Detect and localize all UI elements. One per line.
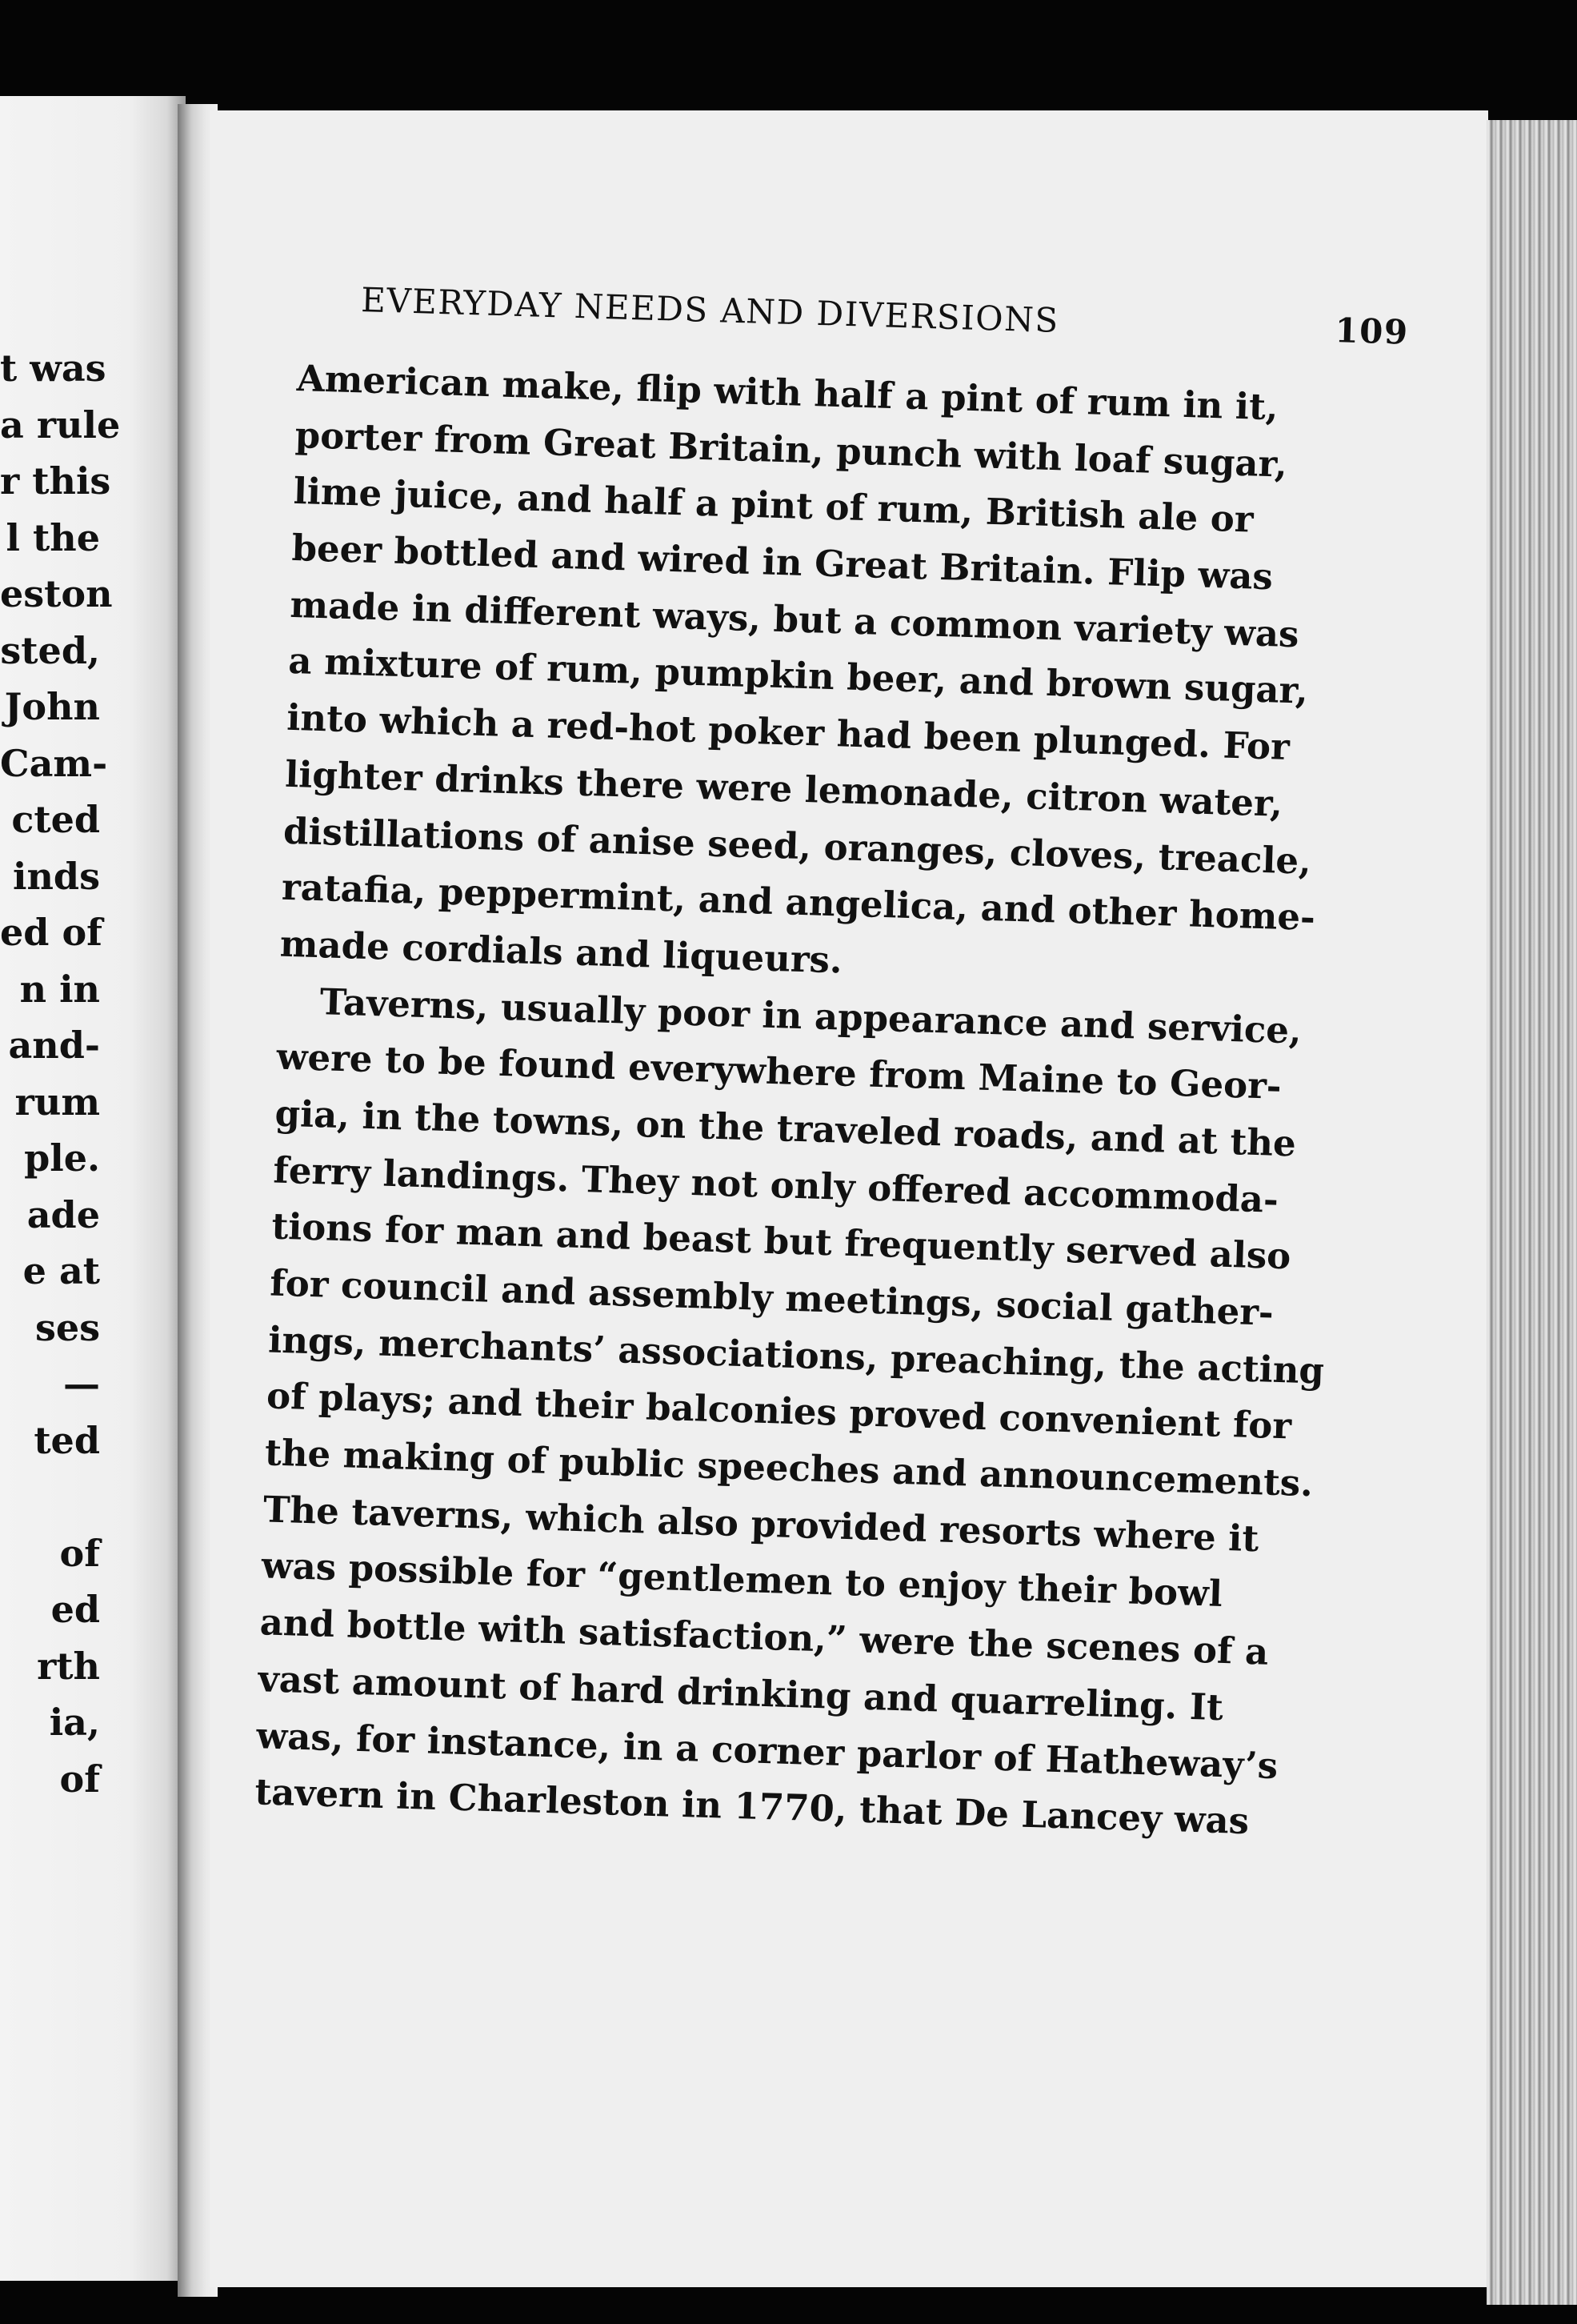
left-line: — (63, 1362, 100, 1405)
left-line: ses (34, 1305, 100, 1349)
left-line: ed of (0, 911, 102, 954)
text-line: porter from Great Britain, punch with loaf sugar, (294, 413, 1288, 486)
text-line: made cordials and liqueurs. (279, 922, 843, 982)
body-text (254, 351, 1325, 1848)
left-page-text (0, 340, 121, 1807)
left-line: of (59, 1531, 100, 1575)
text-line: beer bottled and wired in Great Britain. Flip was (290, 526, 1274, 599)
text-line: and bottle with satisfaction,” were the scenes of a (259, 1601, 1270, 1673)
text-line: the making of public speeches and announcements. (264, 1431, 1314, 1505)
text-line: distillations of anise seed, oranges, cloves, treacle, (282, 809, 1312, 883)
left-line: ed (50, 1588, 100, 1631)
left-line: ple. (24, 1136, 100, 1180)
left-line: of (59, 1757, 100, 1801)
left-line (0, 1469, 100, 1525)
left-line: ade (26, 1192, 100, 1236)
left-line: r this (0, 459, 111, 503)
left-line: and- (8, 1024, 100, 1067)
left-line: rth (37, 1644, 100, 1688)
text-line: a mixture of rum, pumpkin beer, and brown sugar, (287, 639, 1309, 713)
text-line: ings, merchants’ associations, preaching, the acting (267, 1318, 1325, 1392)
left-line: cted (11, 798, 100, 841)
text-line: gia, in the towns, on the traveled roads, and at the (274, 1092, 1297, 1165)
text-line: The taverns, which also provided resorts where it (262, 1488, 1260, 1561)
text-line: of plays; and their balconies proved convenient for (266, 1374, 1292, 1448)
main-page (210, 110, 1488, 2287)
text-line: was, for instance, in a corner parlor of Hatheway’s (255, 1713, 1279, 1787)
text-line: ferry landings. They not only offered accommoda- (272, 1148, 1279, 1221)
text-line: tavern in Charleston in 1770, that De Lancey was (254, 1770, 1250, 1843)
left-line: Cam- (0, 741, 108, 785)
text-line: were to be found everywhere from Maine to Geor- (276, 1035, 1283, 1108)
left-line: l the (6, 515, 100, 559)
running-head (361, 280, 1410, 351)
left-line: sted, (0, 628, 100, 672)
left-line: John (4, 685, 100, 728)
text-line: made in different ways, but a common variety was (289, 583, 1300, 656)
left-line: ted (34, 1418, 100, 1462)
running-head-title: EVERYDAY NEEDS AND DIVERSIONS (360, 280, 1060, 340)
text-line: lime juice, and half a pint of rum, British ale or (292, 470, 1255, 541)
text-line: American make, flip with half a pint of rum in it, (296, 356, 1279, 429)
text-line: ratafia, peppermint, and angelica, and other home- (281, 865, 1316, 940)
left-line: inds (13, 854, 100, 898)
page-number: 109 (1334, 311, 1410, 352)
left-line: ia, (49, 1701, 100, 1744)
page-edges (1487, 120, 1577, 2305)
text-line: was possible for “gentlemen to enjoy their bowl (261, 1544, 1223, 1616)
left-line: e at (22, 1249, 100, 1292)
text-line: vast amount of hard drinking and quarreling. It (257, 1657, 1224, 1729)
text-line: Taverns, usually poor in appearance and service, (319, 980, 1303, 1052)
text-line: into which a red-hot poker had been plunged. For (286, 695, 1291, 769)
text-line: for council and assembly meetings, social gather- (269, 1261, 1275, 1334)
left-line: n in (19, 967, 100, 1011)
left-line: rum (14, 1080, 100, 1124)
left-line: eston (0, 572, 113, 615)
left-line: t was (0, 347, 106, 390)
text-line: tions for man and beast but frequently served also (270, 1204, 1292, 1278)
left-line: a rule (0, 403, 121, 447)
text-line: lighter drinks there were lemonade, citron water, (284, 752, 1283, 825)
left-facing-page (0, 96, 186, 2281)
